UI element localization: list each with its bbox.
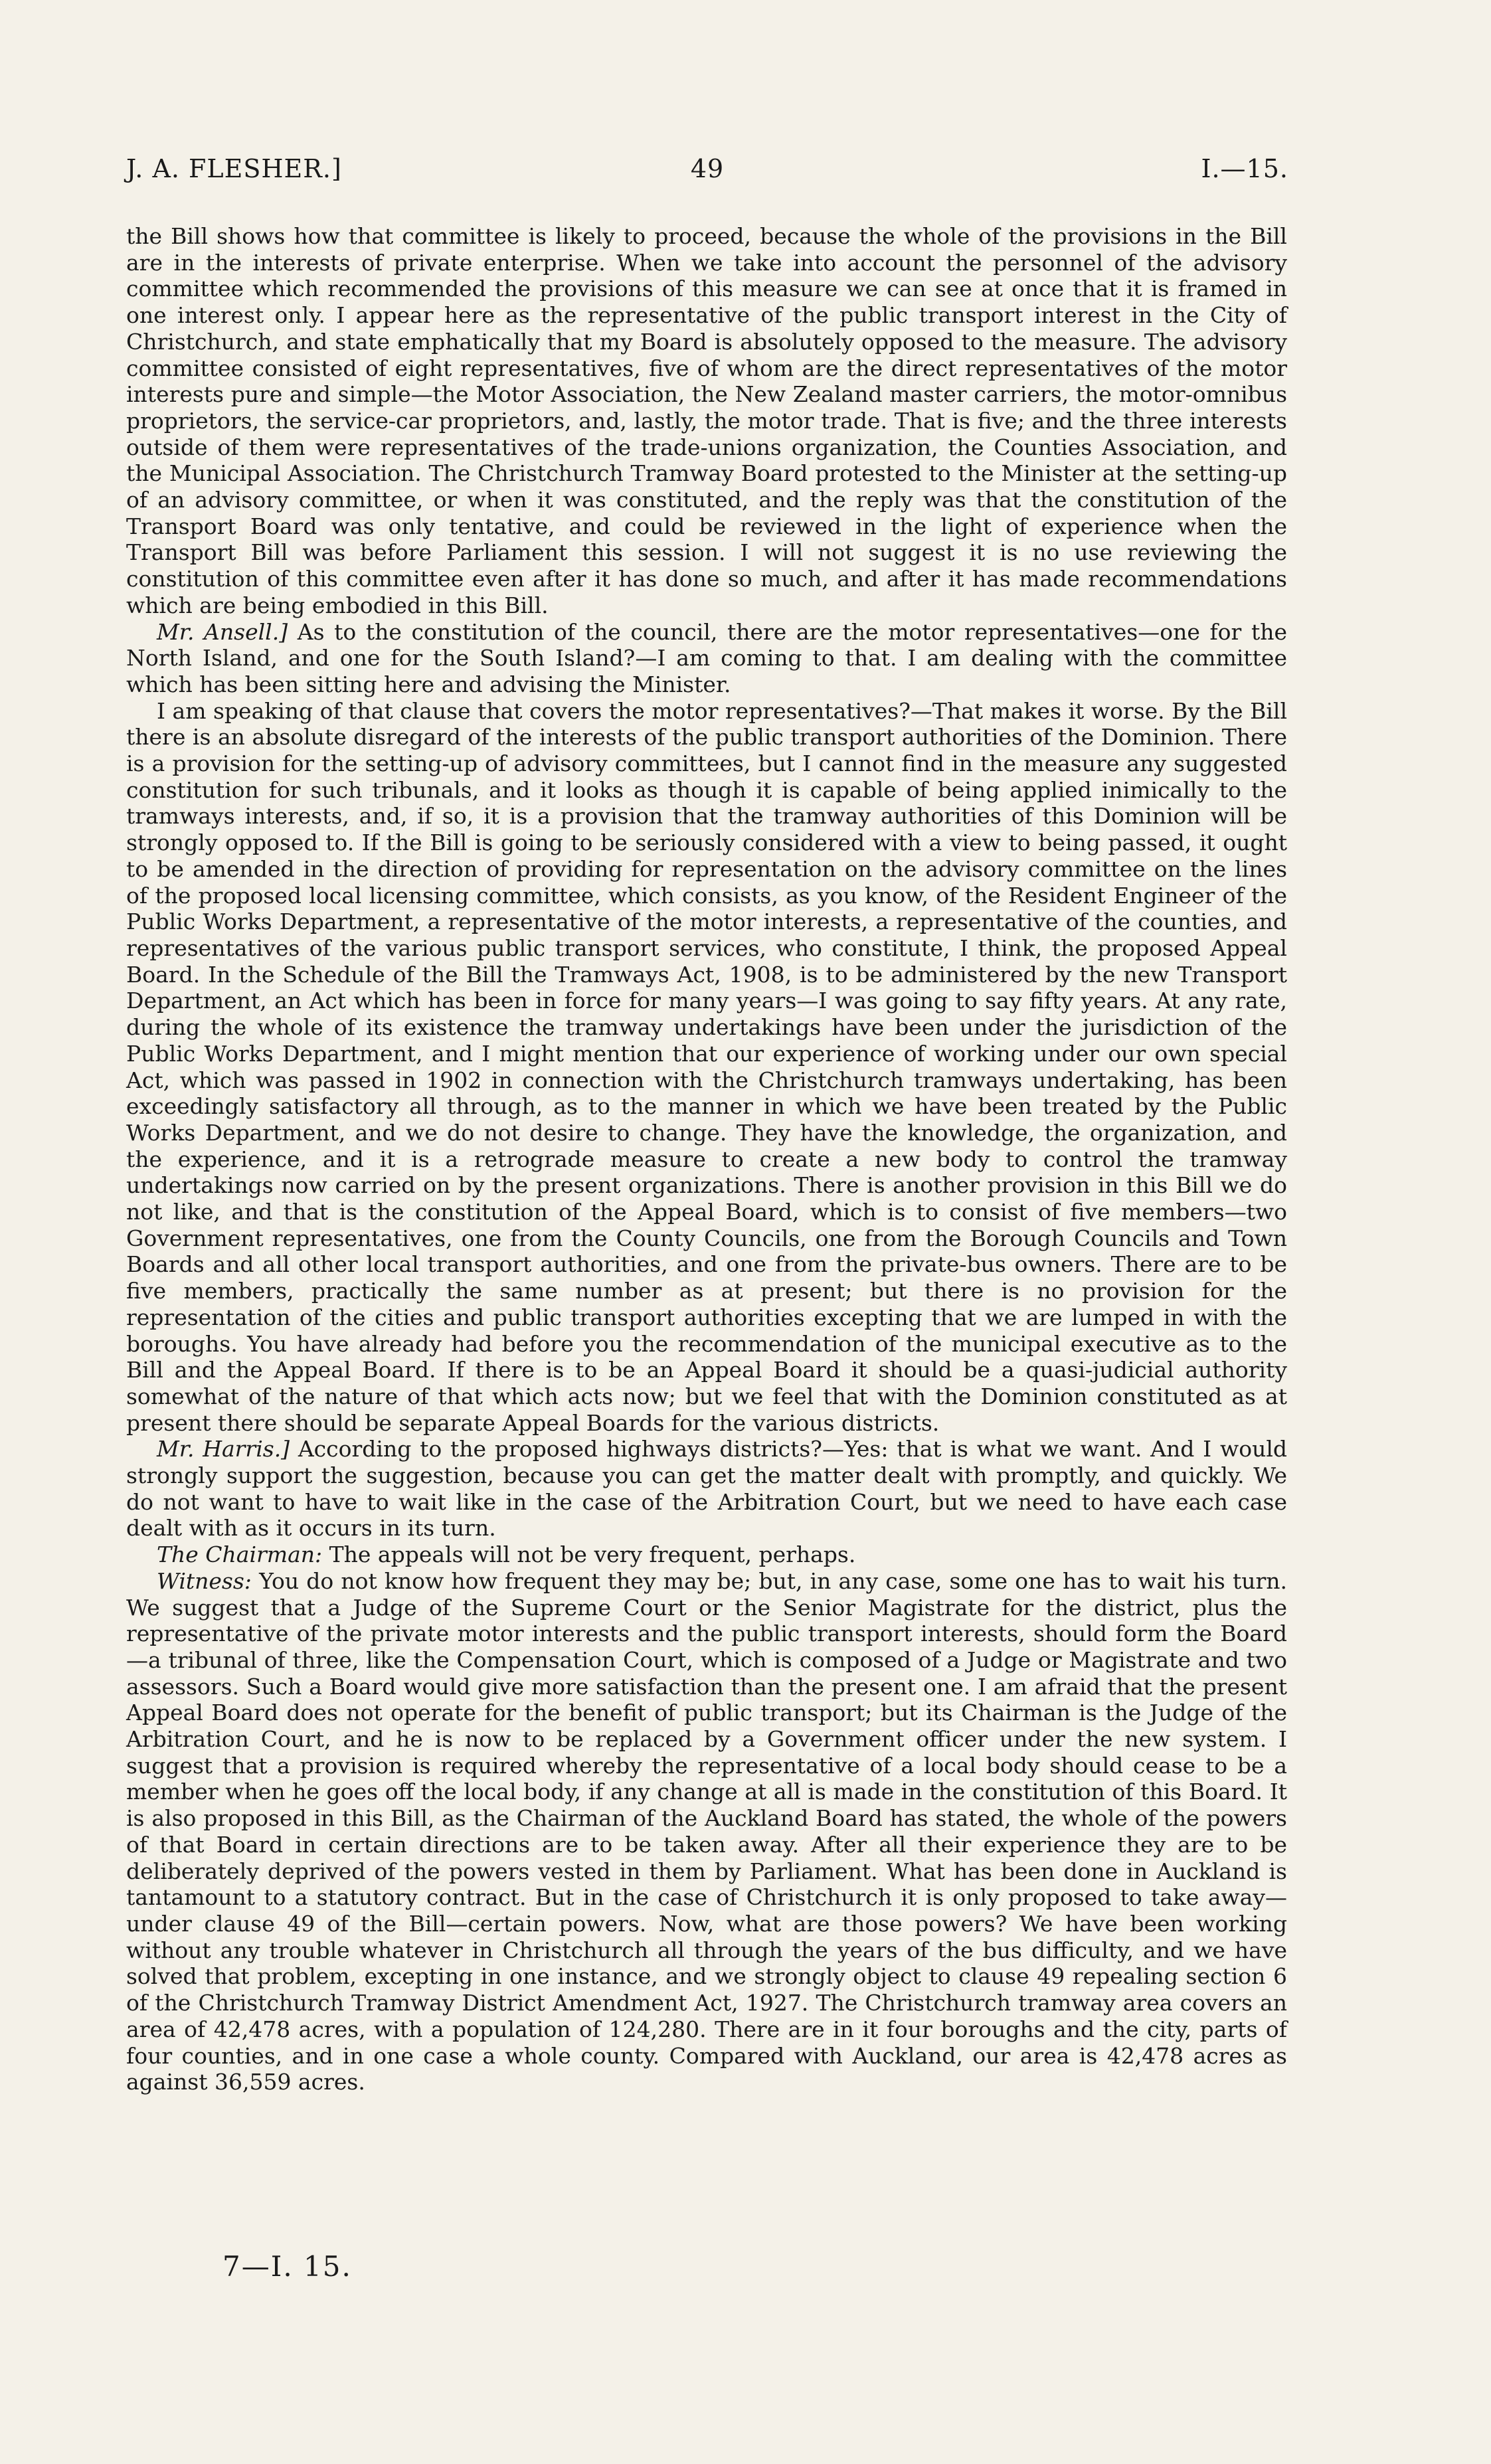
paragraph-text: You do not know how frequent they may be; but, in any case, some one has to wait his turn. We suggest that a Judge of the Supreme Court or the Senior Magistrate for the district, plus the representative of the private motor interests and the public transport interests, should form the Board—a tribunal of three, like the Compensation Court, which is composed of a Judge or Magistrate and two assessors. Such a Board would give more satisfaction than the present one. I am afraid that the present Appeal Board does not operate for the benefit of public transport; but its Chairman is the Judge of the Arbitration Court, and he is now to be replaced by a Government officer under the new system. I suggest that a provision is required whereby the representative of a local body should cease to be a member when he goes off the local body, if any change at all is made in the constitution of this Board. It is also proposed in this Bill, as the Chairman of the Auckland Board has stated, the whole of the powers of that Board in certain directions are to be taken away. After all their experience they are to be deliberately deprived of the powers vested in them by Parliament. What has been done in Auckland is tantamount to a statutory contract. But in the case of Christchurch it is only proposed to take away—under clause 49 of the Bill—certain powers. Now, what are those powers? We have been working without any trouble whatever in Christchurch all through the years of the bus difficulty, and we have solved that problem, excepting in one instance, and we strongly object to clause 49 repealing section 6 of the Christchurch Tramway District Amendment Act, 1927. The Christchurch tramway area covers an area of 42,478 acres, with a population of 124,280. There are in it four boroughs and the city, parts of four counties, and in one case a whole county. Compared with Auckland, our area is 42,478 acres as against 36,559 acres. bbox=[126, 1567, 1287, 2095]
paragraph bbox=[126, 1541, 1287, 1568]
witness-name-header: J. A. FLESHER.] bbox=[126, 154, 342, 183]
paragraph bbox=[126, 698, 1287, 1437]
paragraph bbox=[126, 619, 1287, 698]
paragraph-text: I am speaking of that clause that covers the motor representatives?—That makes it worse. By the Bill there is an absolute disregard of the interests of the public transport authorities of the Dominion. There is a provision for the setting-up of advisory committees, but I cannot find in the measure any suggested constitution for such tribunals, and it looks as though it is capable of being applied inimically to the tramways interests, and, if so, it is a provision that the tramway authorities of this Dominion will be strongly opposed to. If the Bill is going to be seriously considered with a view to being passed, it ought to be amended in the direction of providing for representation on the advisory committee on the lines of the proposed local licensing committee, which consists, as you know, of the Resident Engineer of the Public Works Department, a representative of the motor interests, a representative of the counties, and representatives of the various public transport services, who constitute, I think, the proposed Appeal Board. In the Schedule of the Bill the Tramways Act, 1908, is to be administered by the new Transport Department, an Act which has been in force for many years—I was going to say fifty years. At any rate, during the whole of its existence the tramway undertakings have been under the jurisdiction of the Public Works Department, and I might mention that our experience of working under our own special Act, which was passed in 1902 in connection with the Christchurch tramways undertaking, has been exceedingly satisfactory all through, as to the manner in which we have been treated by the Public Works Department, and we do not desire to change. They have the knowledge, the organization, and the experience, and it is a retrograde measure to create a new body to control the tramway undertakings now carried on by the present organizations. There is another provision in this Bill we do not like, and that is the constitution of the Appeal Board, which is to consist of five members—two Government representatives, one from the County Councils, one from the Borough Councils and Town Boards and all other local transport authorities, and one from the private-bus owners. There are to be five members, practically the same number as at present; but there is no provision for the representation of the cities and public transport authorities excepting that we are lumped in with the boroughs. You have already had before you the recommendation of the municipal executive as to the Bill and the Appeal Board. If there is to be an Appeal Board it should be a quasi-judicial authority somewhat of the nature of that which acts now; but we feel that with the Dominion constituted as at present there should be separate Appeal Boards for the various districts. bbox=[126, 697, 1287, 1436]
speaker-label: Mr. Harris.] bbox=[157, 1436, 290, 1462]
paragraph bbox=[126, 1568, 1287, 2095]
speaker-label: Witness: bbox=[157, 1567, 252, 1594]
evidence-body bbox=[126, 223, 1287, 2095]
running-header bbox=[126, 154, 1288, 194]
paper-reference: I.—15. bbox=[1201, 154, 1288, 183]
paragraph bbox=[126, 223, 1287, 619]
paragraph-text: The appeals will not be very frequent, perhaps. bbox=[329, 1541, 856, 1568]
page-number: 49 bbox=[690, 154, 725, 183]
paragraph-text: the Bill shows how that committee is likely to proceed, because the whole of the provisions in the Bill are in the interests of private enterprise. When we take into account the personnel of the advisory committee which recommended the provisions of this measure we can see at once that it is framed in one interest only. I appear here as the representative of the public transport interest in the City of Christchurch, and state emphatically that my Board is absolutely opposed to the measure. The advisory committee consisted of eight representatives, five of whom are the direct representatives of the motor interests pure and simple—the Motor Association, the New Zealand master carriers, the motor-omnibus proprietors, the service-car proprietors, and, lastly, the motor trade. That is five; and the three interests outside of them were representatives of the trade-unions organization, the Counties Association, and the Municipal Association. The Christchurch Tramway Board protested to the Minister at the setting-up of an advisory committee, or when it was constituted, and the reply was that the constitution of the Transport Board was only tentative, and could be reviewed in the light of experience when the Transport Bill was before Parliament this session. I will not suggest it is no use reviewing the constitution of this committee even after it has done so much, and after it has made recommendations which are being embodied in this Bill. bbox=[126, 223, 1287, 618]
signature-mark: 7—I. 15. bbox=[222, 2250, 352, 2283]
paragraph bbox=[126, 1436, 1287, 1541]
paragraph-text: According to the proposed highways districts?—Yes: that is what we want. And I would strongly support the suggestion, because you can get the matter dealt with promptly, and quickly. We do not want to have to wait like in the case of the Arbitration Court, but we need to have each case dealt with as it occurs in its turn. bbox=[126, 1436, 1287, 1541]
speaker-label: The Chairman: bbox=[157, 1541, 323, 1568]
paragraph-text: As to the constitution of the council, there are the motor representatives—one for the North Island, and one for the South Island?—I am coming to that. I am dealing with the committee which has been sitting here and advising the Minister. bbox=[126, 618, 1288, 697]
speaker-label: Mr. Ansell.] bbox=[157, 618, 288, 645]
